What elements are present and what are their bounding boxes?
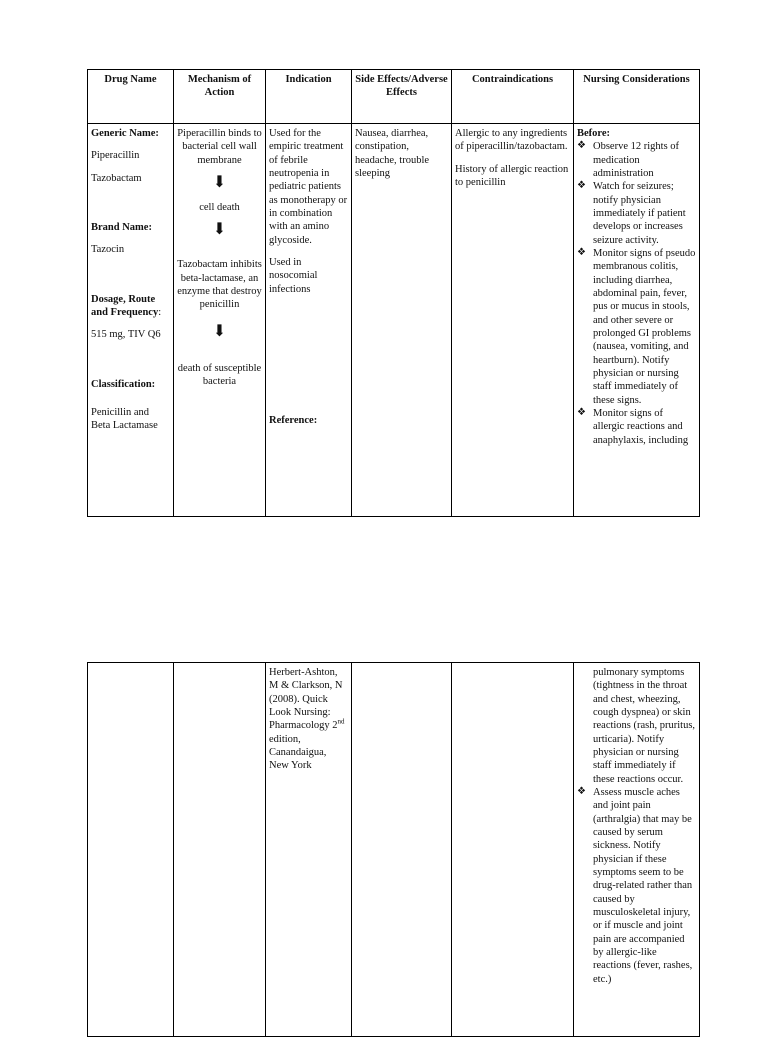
brand-name-label: Brand Name: [91,221,152,233]
header-side-effects: Side Effects/Adverse Effects [352,70,452,124]
mechanism-step: Tazobactam inhibits beta-lactamase, an enzyme that destroy penicillin [177,259,262,311]
dosage-colon: : [158,306,162,318]
arrow-down-icon: ⬇ [212,221,227,239]
generic-name-label: Generic Name: [91,128,159,139]
mechanism-step: Piperacillin binds to bacterial cell wall membrane [177,128,262,166]
brand-name-value: Tazocin [91,244,125,256]
drug-name-cell-empty [88,663,174,1037]
indication-text: Used for the empiric treatment of febrile neutropenia in pediatric patients as monotherapy or in combination with an amino glycoside. [269,128,348,246]
header-nursing: Nursing Considerations [574,70,700,124]
mechanism-step: cell death [199,201,240,213]
classification-label: Classification: [91,378,156,390]
list-item: ❖ Monitor signs of allergic reactions and anaphylaxis, including [577,407,696,447]
table-row [88,124,700,517]
reference-text: Herbert-Ashton, M & Clarkson, N (2008). Quick Look Nursing: Pharmacology 2 [269,667,343,732]
reference-text-end: edition, Canandaigua, New York [269,733,327,772]
arrow-down-icon: ⬇ [212,322,227,340]
list-item: ❖ Monitor signs of pseudo membranous colitis, including diarrhea, abdominal pain, fever, pus or mucus in stools, and other severe or prolonged GI problems (nausea, vomiting, and heartburn). Notify physician or nursing staff immediately of these signs. [577,247,696,407]
before-label: Before: [577,128,611,139]
dosage-label: Dosage, Route and Frequency [91,293,159,318]
drug-study-table [87,69,700,517]
contraindication-item: Allergic to any ingredients of piperacillin/tazobactam. [455,128,568,153]
drug-study-table-continued [87,662,700,1037]
generic-name-value: Tazobactam [91,172,142,184]
indication-text: Used in nosocomial infections [269,256,318,295]
contraindication-item: History of allergic reaction to penicillin [455,163,569,188]
side-effects-cell: Nausea, diarrhea, constipation, headache, trouble sleeping [352,124,452,517]
header-row [88,70,700,124]
nursing-cell-continued [574,663,700,1037]
nursing-list-continued [577,666,696,786]
contraindications-cell-empty [452,663,574,1037]
nursing-cell [574,124,700,517]
list-item: ❖ Observe 12 rights of medication administration [577,140,696,180]
list-item: pulmonary symptoms (tightness in the throat and chest, wheezing, cough dyspnea) or skin reactions (rash, pruritus, urticaria). Notify physician or nursing staff immediately if these reactions occur. [593,667,696,785]
reference-label: Reference: [269,414,318,426]
side-effects-cell-empty [352,663,452,1037]
drug-name-cell [88,124,174,517]
arrow-down-icon: ⬇ [212,173,227,191]
nursing-list [577,786,696,986]
reference-superscript: nd [337,717,345,726]
table-row [88,663,700,1037]
header-contraindications: Contraindications [452,70,574,124]
header-drug-name: Drug Name [88,70,174,124]
header-mechanism: Mechanism of Action [174,70,266,124]
dosage-value: 515 mg, TIV Q6 [91,329,161,341]
list-item: ❖ Assess muscle aches and joint pain (arthralgia) that may be caused by serum sickness. Notify physician if these symptoms seem to be drug-related rather than caused by musculoskeletal injury, or if muscle and joint pain are accompanied by allergic-like reactions (fever, rashes, etc.) [577,786,696,986]
indication-cell [266,124,352,517]
list-item: ❖ Watch for seizures; notify physician immediately if patient develops or increases seizure activity. [577,180,696,247]
mechanism-step: death of susceptible bacteria [177,362,262,387]
nursing-list [577,140,696,447]
classification-value: Penicillin and Beta Lactamase [91,406,158,432]
mechanism-cell [174,124,266,517]
reference-cell [266,663,352,1037]
contraindications-cell [452,124,574,517]
generic-name-value: Piperacillin [91,150,140,162]
dosage-label-line [91,293,170,320]
mechanism-cell-empty [174,663,266,1037]
header-indication: Indication [266,70,352,124]
